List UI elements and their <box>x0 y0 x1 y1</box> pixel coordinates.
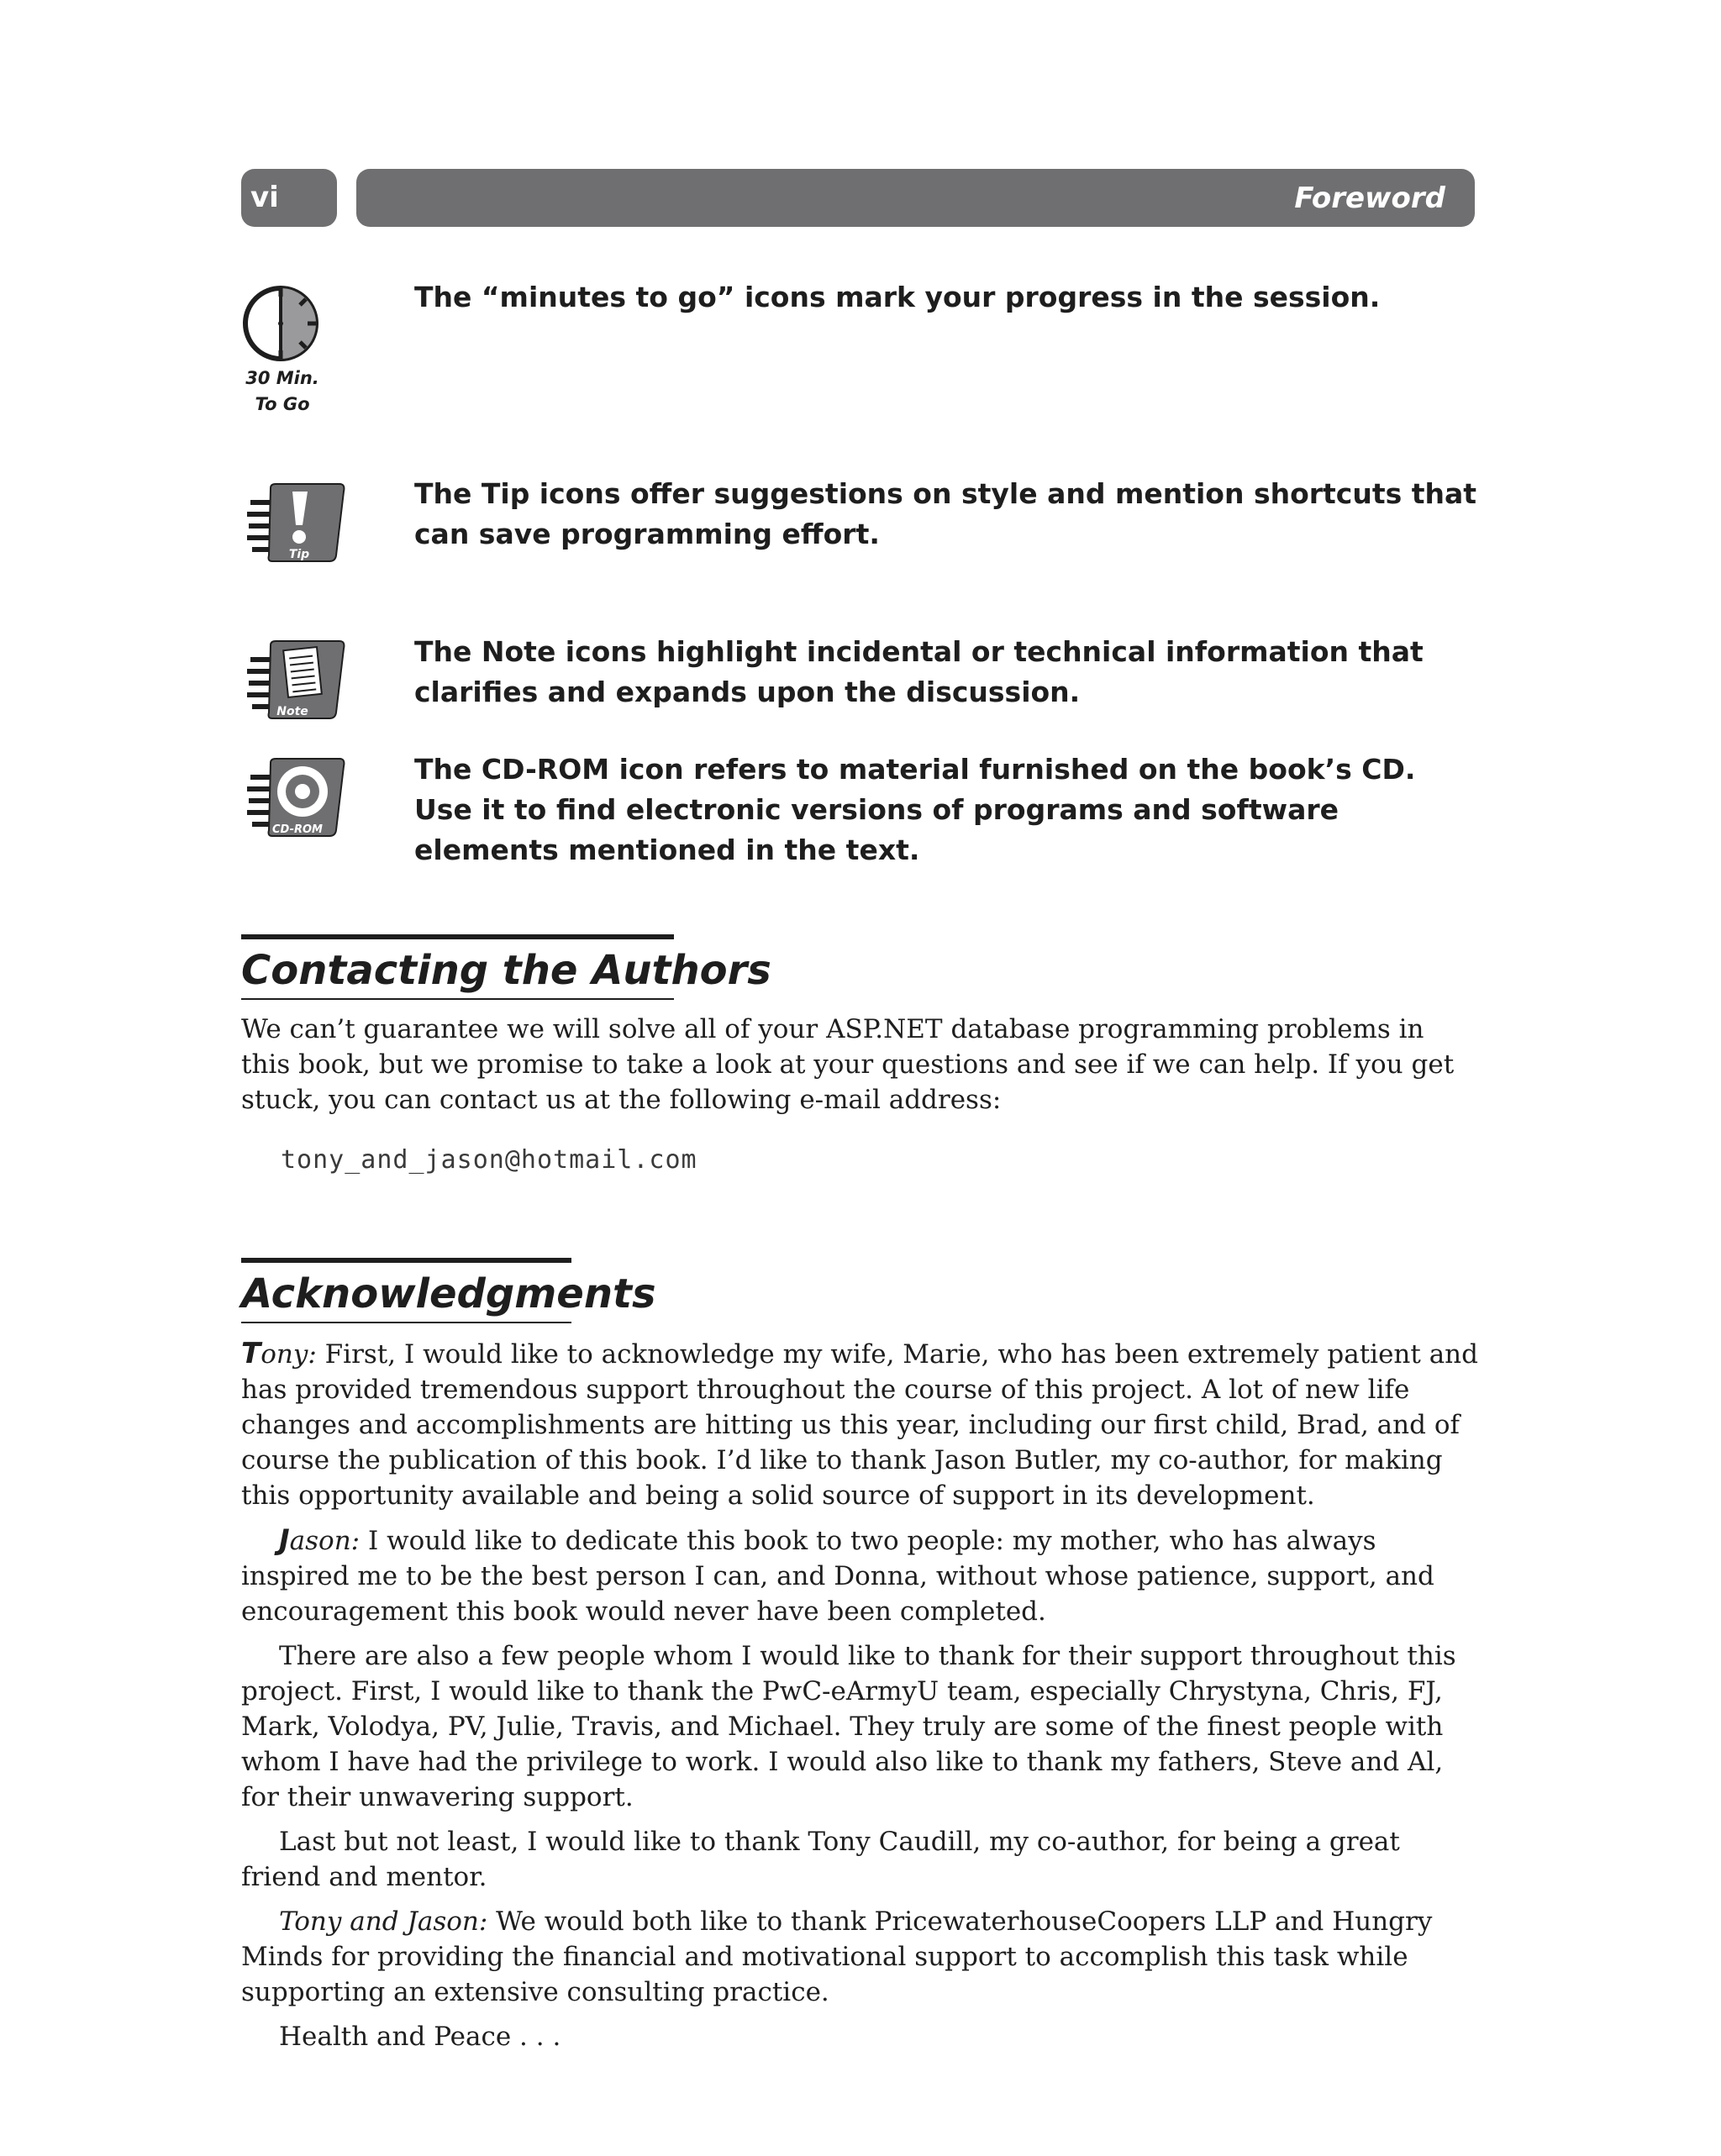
section-rule-acknowledgments <box>241 1258 571 1263</box>
ack-both-lead: Tony and Jason: <box>279 1906 488 1937</box>
ack-tony-text: First, I would like to acknowledge my wife, Marie, who has been extremely patient and has provided tremendous support throughout the course of this project. A lot of new life changes and accomplishments are hitting us this year, including our first child, Brad, and of course the publication of this book. I’d like to thank Jason Butler, my co-author, for making this opportunity available and being a solid source of support in its development. <box>241 1339 1478 1511</box>
ack-tony-initial: T <box>241 1337 261 1370</box>
ack-paragraph-last: Last but not least, I would like to thank Tony Caudill, my co-author, for being a great friend and mentor. <box>241 1827 1400 1892</box>
callout-note: The Note icons highlight incidental or technical information that clarifies and expands upon the discussion. <box>414 635 1424 708</box>
ack-paragraph-jason <box>241 1522 1481 1629</box>
ack-jason-initial: J <box>279 1523 290 1557</box>
ack-paragraph-tony <box>241 1336 1481 1513</box>
email-address: tony_and_jason@hotmail.com <box>281 1145 697 1175</box>
section-underline-acknowledgments <box>241 1322 571 1323</box>
section-underline-contacting <box>241 998 674 1000</box>
chapter-title: Foreword <box>1294 181 1445 215</box>
running-header-bar <box>356 169 1475 227</box>
ack-jason-lead: ason: <box>289 1526 361 1556</box>
cd-rom-icon-label: CD-ROM <box>272 823 323 836</box>
ack-paragraph-both <box>241 1904 1481 2010</box>
callout-minutes: The “minutes to go” icons mark your progress in the session. <box>414 281 1381 313</box>
note-icon <box>244 639 349 723</box>
tip-icon <box>244 481 349 565</box>
callout-tip: The Tip icons offer suggestions on style and mention shortcuts that can save programming effort. <box>414 477 1477 550</box>
ack-tony-lead: ony: <box>261 1339 317 1370</box>
heading-acknowledgments: Acknowledgments <box>241 1270 656 1317</box>
cd-rom-icon <box>244 756 349 840</box>
ack-paragraph-thanks: There are also a few people whom I would like to thank for their support throughout this project. First, I would like to thank the PwC-eArmyU team, especially Chrystyna, Chris, FJ, Mark, Volodya, PV, Julie, Travis, and Michael. They truly are some of the finest people with whom I have had the privilege to work. I would also like to thank my fathers, Steve and Al, for their unwavering support. <box>241 1641 1456 1812</box>
ack-closing: Health and Peace . . . <box>279 2022 561 2052</box>
ack-both-text: We would both like to thank PricewaterhouseCoopers LLP and Hungry Minds for providing the financial and motivational support to accomplish this task while supporting an extensive consulting practice. <box>241 1906 1433 2007</box>
acknowledgments-body <box>241 1336 1481 2064</box>
ack-jason-text: I would like to dedicate this book to two people: my mother, who has always inspired me to be the best person I can, and Donna, without whose patience, support, and encouragement this book would never have been completed. <box>241 1526 1434 1627</box>
minutes-caption-line2: To Go <box>255 394 310 414</box>
minutes-to-go-icon <box>236 281 329 418</box>
contacting-paragraph: We can’t guarantee we will solve all of your ASP.NET database programming problems in this book, but we promise to take a look at your questions and see if we can help. If you get stuck, you can contact us at the following e-mail address: <box>241 1014 1455 1115</box>
minutes-caption-line1: 30 Min. <box>245 368 319 388</box>
callout-cd-rom: The CD-ROM icon refers to material furnished on the book’s CD. Use it to find electronic versions of programs and software elements mentioned in the text. <box>414 753 1416 866</box>
section-rule-contacting <box>241 934 674 939</box>
tip-icon-label: Tip <box>288 548 310 561</box>
page-number: vi <box>250 181 279 214</box>
contacting-body <box>241 1012 1481 1127</box>
note-icon-label: Note <box>276 705 308 718</box>
heading-contacting-the-authors: Contacting the Authors <box>241 947 771 994</box>
